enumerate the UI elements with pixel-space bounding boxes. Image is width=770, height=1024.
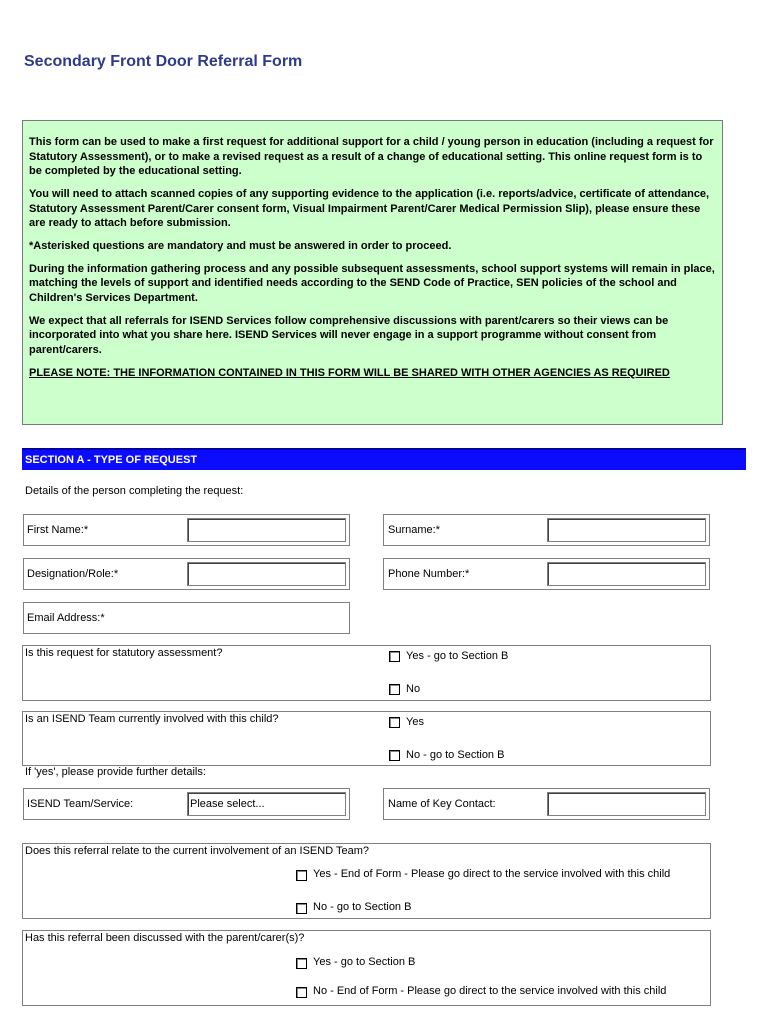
email-field[interactable] bbox=[23, 602, 350, 634]
relates-yes-checkbox[interactable] bbox=[296, 870, 307, 881]
involved-no-checkbox[interactable] bbox=[389, 750, 400, 761]
discussed-yes-checkbox[interactable] bbox=[296, 958, 307, 969]
surname-input[interactable] bbox=[547, 518, 706, 542]
intro-paragraph-2: You will need to attach scanned copies of any supporting evidence to the application (i.e. reports/advice, certificate of attendance, Statutory Assessment Parent/Carer consent form, Visual Impairment Parent/Carer Medical Permission Slip), please ensure these are ready to attach before submission. bbox=[29, 187, 710, 230]
discussed-question: Has this referral been discussed with the parent/carer(s)? bbox=[25, 932, 305, 944]
relates-question: Does this referral relate to the current involvement of an ISEND Team? bbox=[25, 845, 370, 857]
intro-panel bbox=[22, 120, 723, 425]
involved-yes-label: Yes bbox=[406, 716, 424, 728]
statutory-no-checkbox[interactable] bbox=[389, 684, 400, 695]
designation-group bbox=[23, 558, 350, 590]
statutory-question-group bbox=[22, 645, 711, 701]
isend-team-select-value: Please select... bbox=[190, 798, 265, 810]
isend-involved-question: Is an ISEND Team currently involved with this child? bbox=[25, 713, 279, 725]
first-name-label: First Name:* bbox=[27, 524, 89, 536]
relates-question-group bbox=[22, 843, 711, 919]
key-contact-label: Name of Key Contact: bbox=[388, 798, 496, 810]
first-name-group bbox=[23, 514, 350, 546]
statutory-no-label: No bbox=[406, 683, 421, 695]
isend-team-group bbox=[23, 788, 350, 820]
sharing-note: PLEASE NOTE: THE INFORMATION CONTAINED IN THIS FORM WILL BE SHARED WITH OTHER AGENCIES AS REQUIRED bbox=[29, 366, 670, 379]
intro-paragraph-5: We expect that all referrals for ISEND Services follow comprehensive discussions with parent/carers so their views can be incorporated into what you share here. ISEND Services will never engage in a support programme without consent from parent/carers. bbox=[29, 314, 669, 356]
intro-paragraph-1: This form can be used to make a first request for additional support for a child / young person in education (including a request for Statutory Assessment), or to make a revised request as a result of a change of educational setting. This online request form is to be completed by the educational setting. bbox=[29, 136, 714, 178]
key-contact-group bbox=[383, 788, 710, 820]
page-title: Secondary Front Door Referral Form bbox=[24, 53, 303, 70]
isend-team-label: ISEND Team/Service: bbox=[27, 798, 134, 810]
phone-label: Phone Number:* bbox=[388, 568, 470, 580]
first-name-input[interactable] bbox=[187, 518, 346, 542]
involved-no-label: No - go to Section B bbox=[406, 749, 505, 761]
discussed-no-checkbox[interactable] bbox=[296, 987, 307, 998]
surname-group bbox=[383, 514, 710, 546]
statutory-yes-checkbox[interactable] bbox=[389, 651, 400, 662]
intro-paragraph-3: *Asterisked questions are mandatory and must be answered in order to proceed. bbox=[29, 239, 452, 252]
discussed-question-group bbox=[22, 930, 711, 1006]
section-a-header: SECTION A - TYPE OF REQUEST bbox=[22, 448, 746, 470]
details-label: Details of the person completing the request: bbox=[25, 485, 244, 497]
surname-label: Surname:* bbox=[388, 524, 440, 536]
designation-input[interactable] bbox=[187, 562, 346, 586]
discussed-yes-label: Yes - go to Section B bbox=[313, 956, 416, 968]
statutory-yes-label: Yes - go to Section B bbox=[406, 650, 509, 662]
email-label: Email Address:* bbox=[27, 612, 105, 624]
further-details-label: If 'yes', please provide further details: bbox=[25, 766, 206, 778]
involved-yes-checkbox[interactable] bbox=[389, 717, 400, 728]
relates-no-checkbox[interactable] bbox=[296, 903, 307, 914]
isend-involved-group bbox=[22, 711, 711, 766]
relates-no-label: No - go to Section B bbox=[313, 901, 412, 913]
relates-yes-label: Yes - End of Form - Please go direct to the service involved with this child bbox=[313, 868, 671, 880]
phone-input[interactable] bbox=[547, 562, 706, 586]
discussed-no-label: No - End of Form - Please go direct to the service involved with this child bbox=[313, 985, 667, 997]
designation-label: Designation/Role:* bbox=[27, 568, 119, 580]
isend-team-select[interactable] bbox=[187, 792, 346, 816]
phone-group bbox=[383, 558, 710, 590]
intro-paragraph-4: During the information gathering process and any possible subsequent assessments, school support systems will remain in place, matching the levels of support and identified needs according to the SEND Code of Practice, SEN policies of the school and Children's Services Department. bbox=[29, 262, 715, 304]
key-contact-input[interactable] bbox=[547, 792, 706, 816]
statutory-question: Is this request for statutory assessment? bbox=[25, 647, 223, 659]
